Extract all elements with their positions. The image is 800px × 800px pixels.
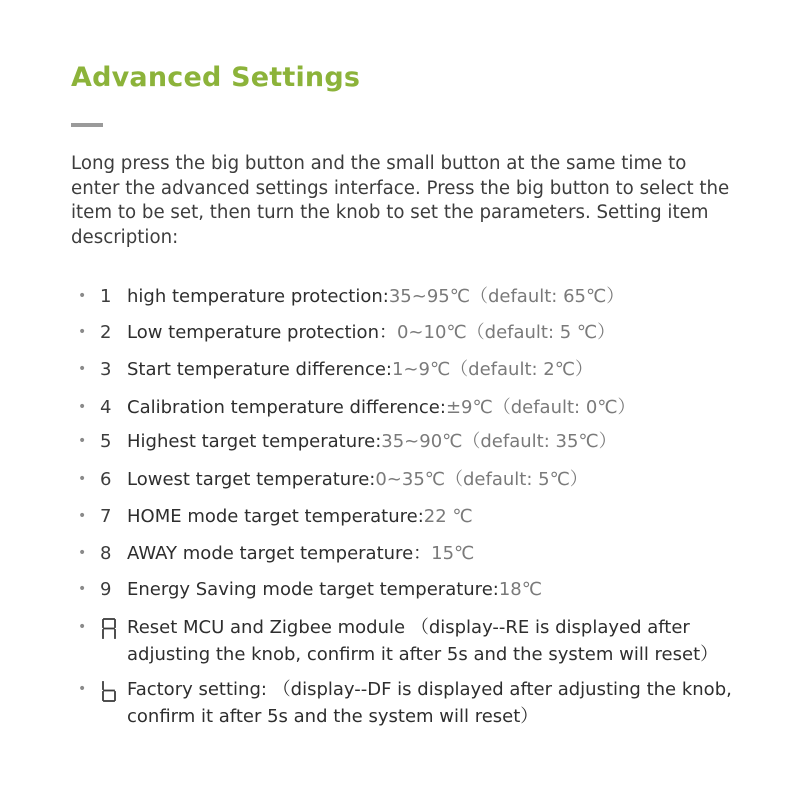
- bullet: •: [78, 471, 87, 487]
- item-label: Factory setting: （display--DF is displayed after adjusting the knob, confirm it after 5s and the system will reset）: [127, 679, 732, 727]
- list-item: [78, 283, 778, 310]
- item-label: high temperature protection:: [127, 286, 389, 307]
- segment-a-icon: [100, 614, 127, 641]
- item-number: 7: [100, 506, 112, 527]
- item-number: 9: [100, 579, 112, 600]
- list-item: [78, 614, 778, 668]
- item-number: 6: [100, 469, 112, 490]
- item-value: 18℃: [498, 579, 542, 600]
- bullet: •: [78, 288, 87, 304]
- item-value: 35~95℃（default: 65℃）: [388, 286, 625, 307]
- item-label: Low temperature protection：: [127, 322, 397, 343]
- list-item: [78, 576, 778, 603]
- bullet: •: [78, 619, 87, 635]
- item-label: AWAY mode target temperature：: [127, 543, 432, 564]
- list-item: [78, 503, 778, 530]
- bullet: •: [78, 399, 87, 415]
- item-number: 5: [100, 431, 112, 452]
- item-number: 2: [100, 322, 112, 343]
- item-label: Calibration temperature difference:: [127, 397, 446, 418]
- item-label: Highest target temperature:: [127, 431, 382, 452]
- list-item: [78, 466, 778, 493]
- list-item: [78, 428, 778, 455]
- item-number: 8: [100, 543, 112, 564]
- list-item: [78, 676, 778, 730]
- segment-b-icon: [100, 676, 127, 703]
- item-label: Start temperature difference:: [127, 359, 392, 380]
- item-label: Lowest target temperature:: [127, 469, 376, 490]
- bullet: •: [78, 324, 87, 340]
- item-label: HOME mode target temperature:: [127, 506, 424, 527]
- item-value: ±9℃（default: 0℃）: [445, 397, 636, 418]
- bullet: •: [78, 508, 87, 524]
- item-value: 22 ℃: [423, 506, 473, 527]
- bullet: •: [78, 545, 87, 561]
- item-number: 4: [100, 397, 112, 418]
- bullet: •: [78, 581, 87, 597]
- bullet: •: [78, 433, 87, 449]
- item-number: 1: [100, 286, 112, 307]
- list-item: [78, 394, 778, 421]
- item-value: 15℃: [431, 543, 475, 564]
- bullet: •: [78, 361, 87, 377]
- item-value: 1~9℃（default: 2℃）: [391, 359, 593, 380]
- list-item: [78, 319, 778, 346]
- item-value: 0~10℃（default: 5 ℃）: [396, 322, 616, 343]
- item-label: Reset MCU and Zigbee module （display--RE is displayed after adjusting the knob, confirm it after 5s and the system will reset）: [127, 617, 719, 665]
- list-item: [78, 356, 778, 383]
- item-label: Energy Saving mode target temperature:: [127, 579, 499, 600]
- page-title: Advanced Settings: [71, 62, 361, 93]
- bullet: •: [78, 681, 87, 697]
- item-number: 3: [100, 359, 112, 380]
- intro-paragraph: Long press the big button and the small button at the same time to enter the advanced settings interface. Press the big button to select the item to be set, then turn the knob to set the parameters. Setting item description:: [71, 153, 730, 248]
- item-value: 35~90℃（default: 35℃）: [381, 431, 617, 452]
- list-item: [78, 540, 778, 567]
- title-divider: [71, 123, 103, 127]
- item-value: 0~35℃（default: 5℃）: [375, 469, 588, 490]
